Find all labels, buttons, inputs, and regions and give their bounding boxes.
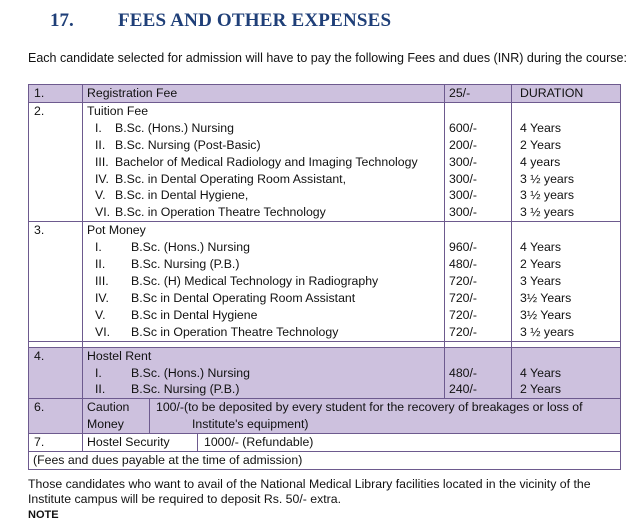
list-item: II. B.Sc. Nursing (Post-Basic) (95, 137, 261, 152)
course-duration: 2 Years (520, 382, 562, 397)
caution-text: 100/-(to be deposited by every student for the recovery of breakages or loss of (156, 400, 583, 415)
course-duration: 3 ½ years (520, 205, 574, 220)
list-item: V. B.Sc. in Dental Hygiene, (95, 188, 249, 203)
fee-amount: 300/- (449, 205, 478, 220)
fee-label: Hostel Rent (87, 348, 152, 363)
list-item: II. B.Sc. Nursing (P.B.) (95, 257, 240, 272)
serial-number: 4. (29, 347, 83, 399)
serial-number: 1. (29, 85, 83, 103)
duration-header: DURATION (512, 85, 621, 103)
section-heading (0, 0, 644, 40)
course-duration: 2 Years (520, 257, 562, 272)
table-footer-row (29, 452, 621, 470)
fees-table (28, 84, 621, 470)
serial-number: 3. (29, 222, 83, 341)
caution-label: Money (87, 417, 124, 432)
security-text: 1000/- (Refundable) (204, 435, 314, 450)
table-footer: (Fees and dues payable at the time of admission) (29, 452, 621, 470)
table-row-pot-money (29, 222, 621, 341)
course-duration: 3 ½ years (520, 188, 574, 203)
table-row-registration (29, 85, 621, 103)
fee-amount: 720/- (449, 307, 478, 322)
list-item: VI. B.Sc in Operation Theatre Technology (95, 324, 339, 339)
fee-amount: 300/- (449, 171, 478, 186)
fee-label: Tuition Fee (87, 103, 149, 118)
course-duration: 2 Years (520, 137, 562, 152)
table-row-caution-money (29, 399, 621, 434)
course-duration: 4 years (520, 154, 561, 169)
course-duration: 3 ½ years (520, 171, 574, 186)
list-item: V. B.Sc in Dental Hygiene (95, 307, 258, 322)
section-number: 17. (50, 10, 74, 31)
fee-label: Registration Fee (83, 85, 445, 103)
hostel-security-block (87, 434, 616, 451)
list-item: I. B.Sc. (Hons.) Nursing (95, 365, 250, 380)
caution-text: Institute's equipment) (192, 417, 309, 432)
course-duration: 4 Years (520, 120, 562, 135)
course-duration: 3 ½ years (520, 324, 574, 339)
fee-amount: 240/- (449, 382, 478, 397)
fee-amount: 480/- (449, 257, 478, 272)
fee-amount: 720/- (449, 324, 478, 339)
list-item: III. B.Sc. (H) Medical Technology in Radiography (95, 273, 379, 288)
fee-amount: 300/- (449, 188, 478, 203)
fee-amount: 200/- (449, 137, 478, 152)
fee-amount: 960/- (449, 240, 478, 255)
course-duration: 4 Years (520, 365, 562, 380)
table-row-hostel-security (29, 434, 621, 452)
table-row-hostel-rent (29, 347, 621, 399)
course-duration: 3½ Years (520, 307, 572, 322)
fee-amount: 480/- (449, 365, 478, 380)
section-title: FEES AND OTHER EXPENSES (118, 10, 392, 31)
caution-money-block (87, 399, 616, 433)
list-item: III. Bachelor of Medical Radiology and Imaging Technology (95, 154, 418, 169)
library-deposit-text: Those candidates who want to avail of the National Medical Library facilities located in the vicinity of the Institute campus will be required to deposit Rs. 50/- extra. (28, 477, 591, 506)
intro-text: Each candidate selected for admission will have to pay the following Fees and dues (INR) during the course: (28, 51, 627, 65)
fee-amount: 300/- (449, 154, 478, 169)
list-item: I. B.Sc. (Hons.) Nursing (95, 120, 234, 135)
course-duration: 3 Years (520, 273, 562, 288)
course-duration: 4 Years (520, 240, 562, 255)
fee-amount: 720/- (449, 273, 478, 288)
fee-label: Pot Money (87, 223, 146, 238)
list-item: VI. B.Sc. in Operation Theatre Technology (95, 205, 326, 220)
fee-amount: 25/- (445, 85, 512, 103)
list-item: I. B.Sc. (Hons.) Nursing (95, 240, 250, 255)
fee-amount: 600/- (449, 120, 478, 135)
serial-number: 6. (29, 399, 83, 434)
security-label: Hostel Security (87, 434, 198, 451)
course-duration: 3½ Years (520, 290, 572, 305)
list-item: II. B.Sc. Nursing (P.B.) (95, 382, 240, 397)
list-item: IV. B.Sc in Dental Operating Room Assistant (95, 290, 356, 305)
serial-number: 2. (29, 102, 83, 221)
fee-amount: 720/- (449, 290, 478, 305)
table-row-tuition (29, 102, 621, 221)
serial-number: 7. (29, 434, 83, 452)
caution-label: Caution (87, 400, 130, 415)
note-heading: NOTE (28, 509, 59, 521)
list-item: IV. B.Sc. in Dental Operating Room Assistant, (95, 171, 347, 186)
